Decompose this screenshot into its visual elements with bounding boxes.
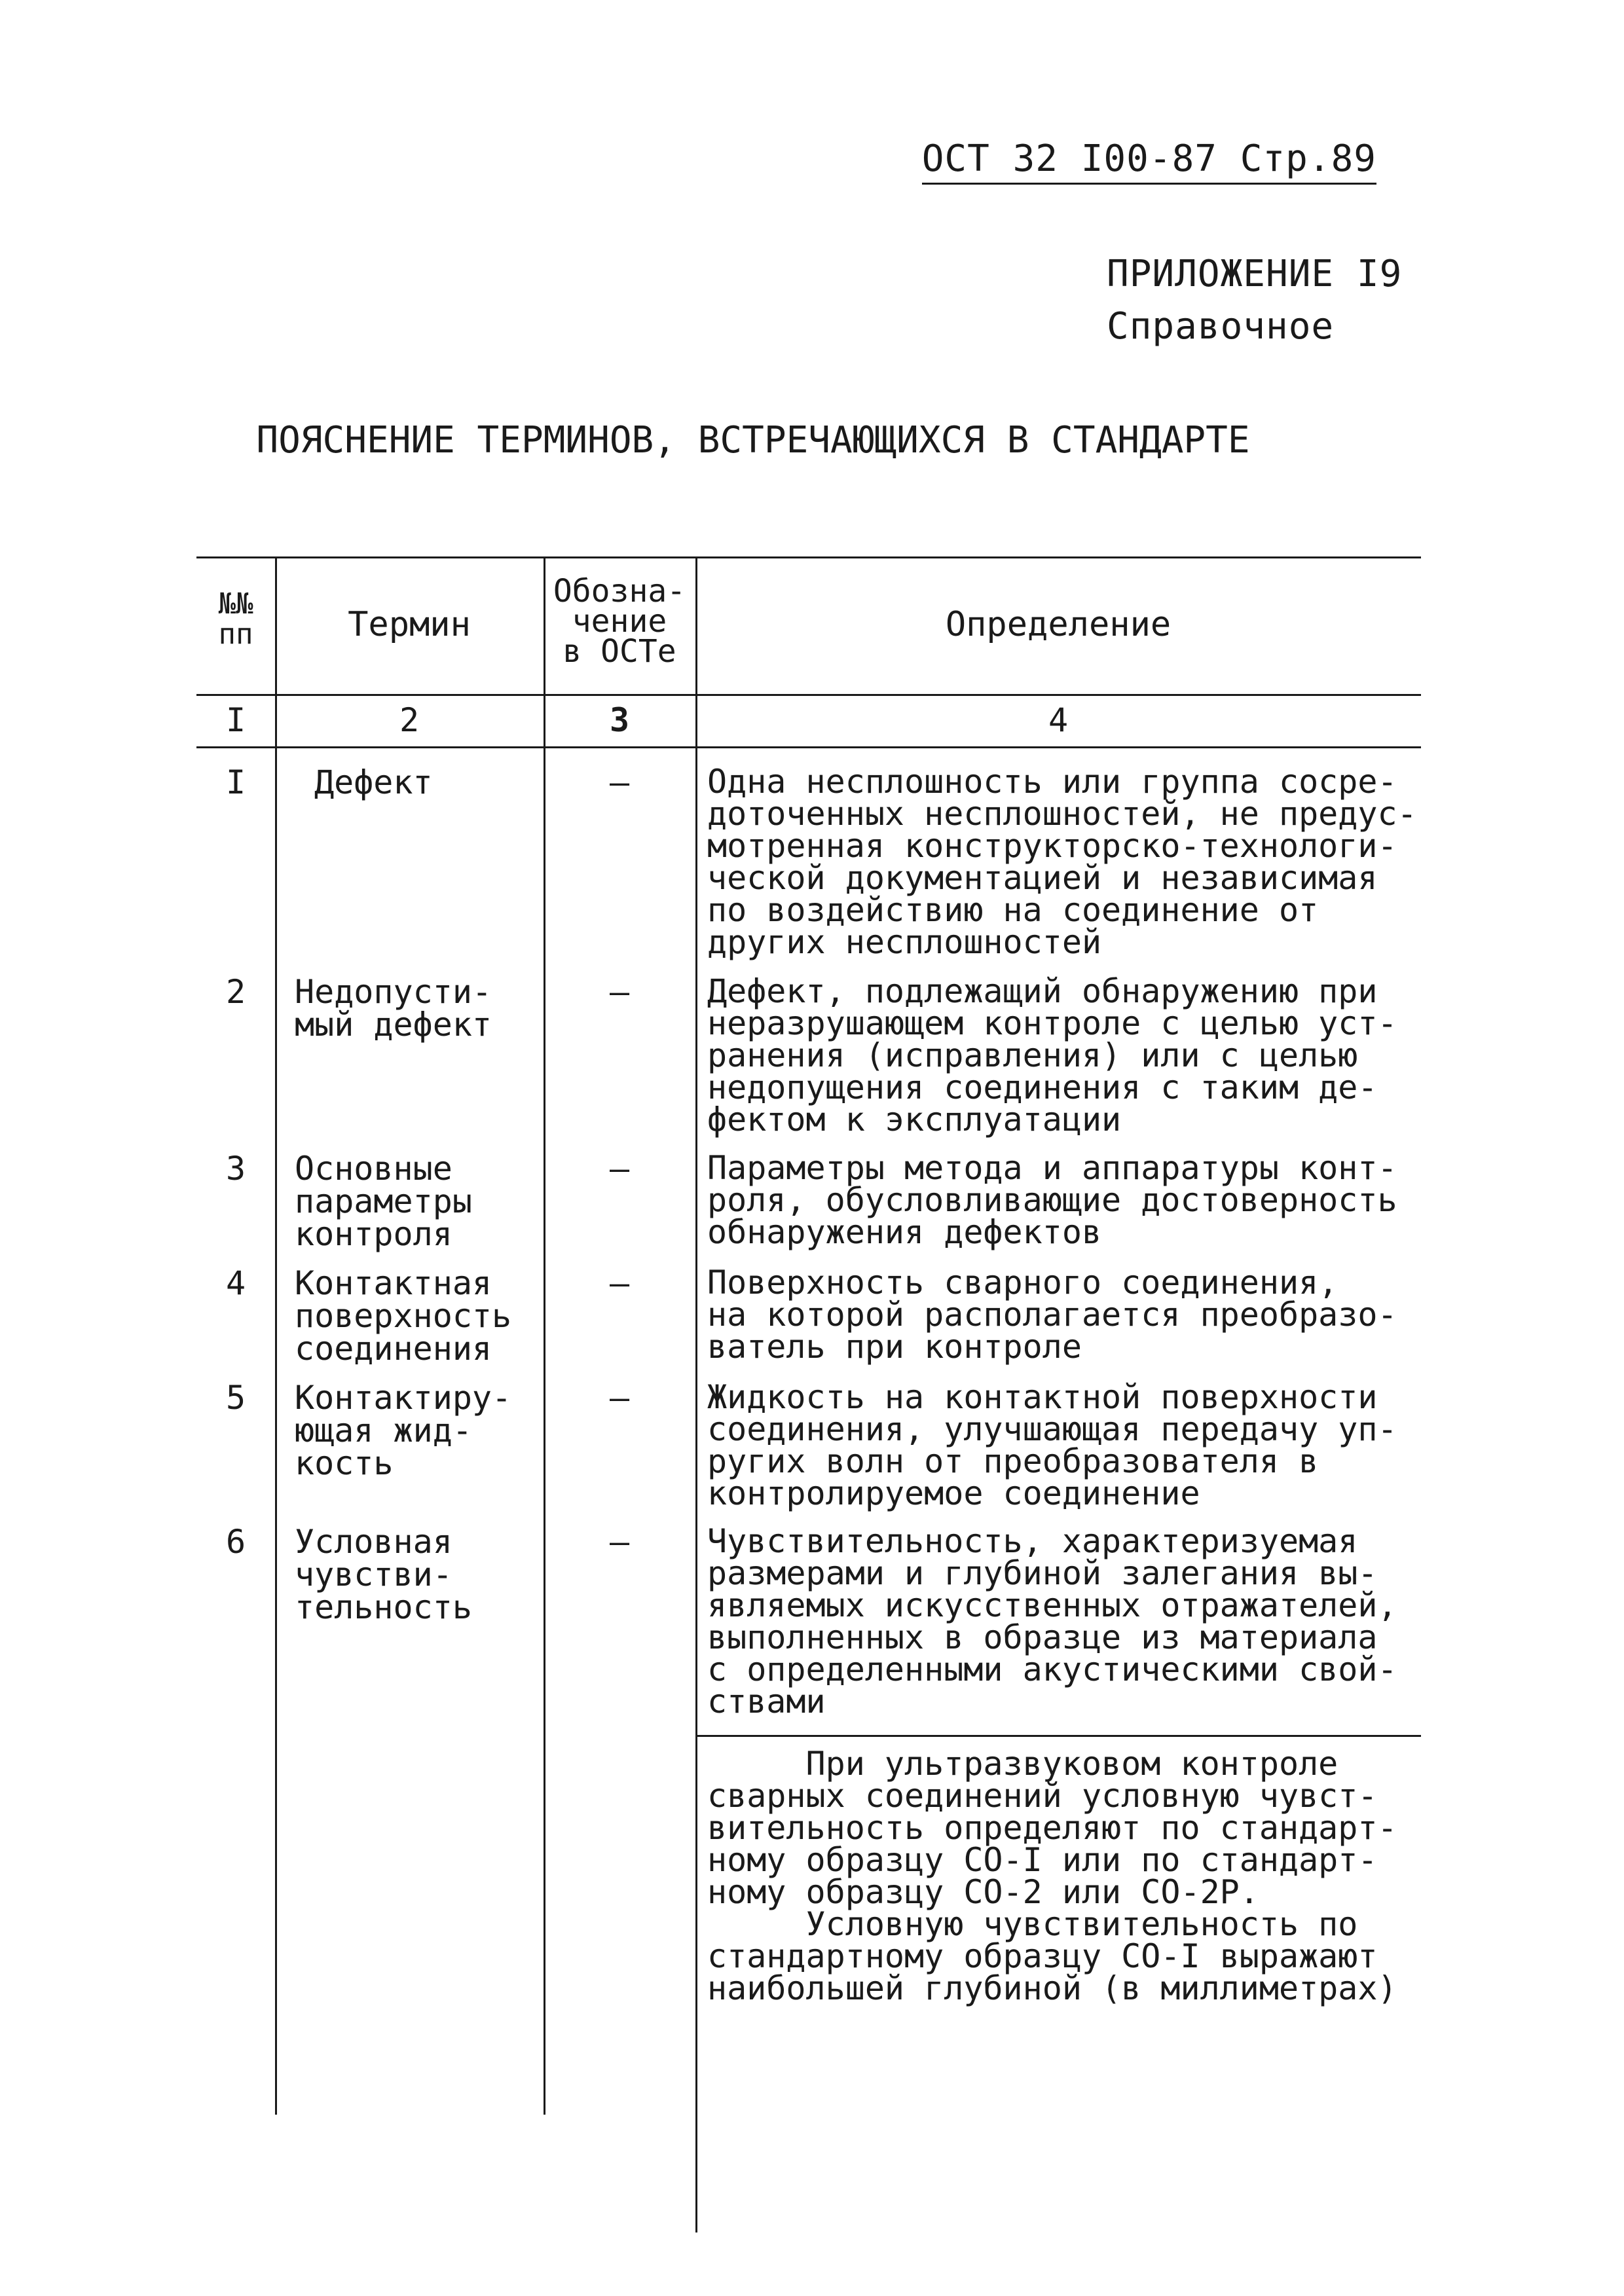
column-number: 2 [399, 701, 420, 739]
numbering-bottom-rule [196, 746, 1421, 748]
column-number: 4 [1048, 701, 1069, 739]
column-header-number: №№ пп [218, 587, 253, 651]
symbol-cell: – [609, 1264, 630, 1302]
appendix-label: ПРИЛОЖЕНИЕ I9 [1107, 253, 1403, 295]
definition-cell: Чувствительность, характеризуемая размерами и глубиной залегания вы- являемых искусственных отражателей, выполненных в образце из материала с определенными акустическими свой- ствами [707, 1522, 1397, 1721]
definition-cell: Дефект, подлежащий обнаружению при неразрушающем контроле с целью уст- ранения (исправления) или с целью недопущения соединения с таким де- фектом к эксплуатации [707, 972, 1397, 1139]
column-divider [695, 556, 697, 2232]
column-header-symbol: Обозна- чение в ОСТе [553, 573, 686, 670]
term-cell: Дефект [314, 763, 433, 801]
definition-cell: Одна несплошность или группа сосре- доточенных несплошностей, не предус- мотренная конструкторско-технологи- ческой документацией и независимая по воздействию на соединение от других несплошностей [707, 763, 1417, 961]
row-number: 3 [225, 1150, 246, 1188]
term-cell: Контактная поверхность соединения [295, 1264, 512, 1368]
appendix-type: Справочное [1107, 305, 1335, 348]
row-number: 2 [225, 973, 246, 1011]
term-cell: Недопусти- мый дефект [295, 973, 492, 1044]
row-number: 6 [225, 1523, 246, 1561]
note-separator [695, 1735, 1421, 1737]
term-cell: Основные параметры контроля [295, 1150, 472, 1253]
definition-cell: Поверхность сварного соединения, на которой располагается преобразо- ватель при контроле [707, 1264, 1397, 1366]
column-header-term: Термин [348, 605, 471, 644]
column-number: 3 [609, 701, 630, 739]
definition-note: При ультразвуковом контроле сварных соединений условную чувст- вительность определяют по стандарт- ному образцу СО-I или по стандарт- ному образцу СО-2 или СО-2Р. Условную чувствительность по стандартному образцу СО-I выражают наибольшей глубиной (в миллиметрах) [707, 1745, 1397, 2007]
row-number: 4 [225, 1264, 246, 1302]
document-reference: ОСТ 32 I00-87 Стр.89 [922, 137, 1376, 185]
term-cell: Условная чувстви- тельность [295, 1523, 472, 1626]
symbol-cell: – [609, 763, 630, 801]
column-number: I [225, 701, 246, 739]
row-number: 5 [225, 1379, 246, 1417]
symbol-cell: – [609, 1523, 630, 1561]
symbol-cell: – [609, 1150, 630, 1188]
definition-cell: Параметры метода и аппаратуры конт- роля, обусловливающие достоверность обнаружения дефектов [707, 1149, 1397, 1251]
column-header-definition: Определение [945, 605, 1172, 644]
page-title: ПОЯСНЕНИЕ ТЕРМИНОВ, ВСТРЕЧАЮЩИХСЯ В СТАНДАРТЕ [256, 419, 1250, 462]
table-top-rule [196, 556, 1421, 558]
definition-cell: Жидкость на контактной поверхности соединения, улучшающая передачу уп- ругих волн от преобразователя в контролируемое соединение [707, 1378, 1397, 1512]
symbol-cell: – [609, 973, 630, 1011]
row-number: I [225, 763, 246, 801]
column-divider [275, 556, 277, 2115]
symbol-cell: – [609, 1379, 630, 1417]
header-bottom-rule [196, 694, 1421, 696]
term-cell: Контактиру- ющая жид- кость [295, 1379, 512, 1482]
